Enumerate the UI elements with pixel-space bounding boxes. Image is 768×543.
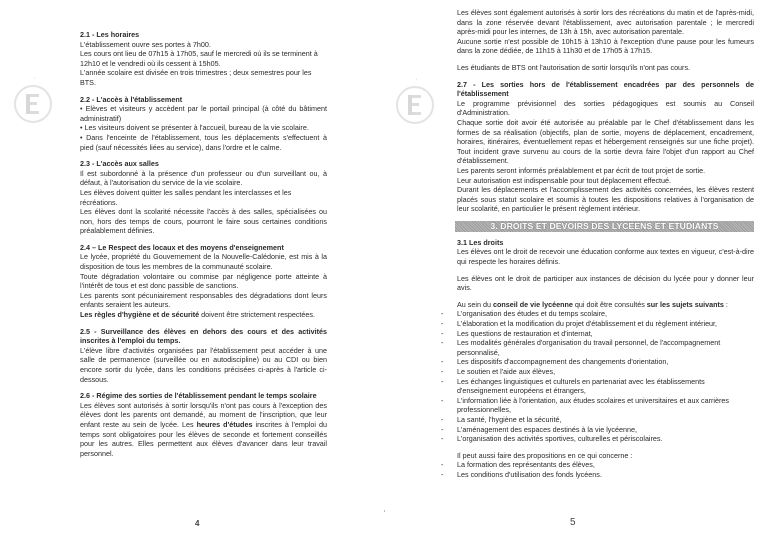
bullet-item: • Dans l'enceinte de l'établissement, tous les déplacements s'effectuent à pied (sauf nécessités liées au service), dans l'ordre et le calme. (80, 132, 327, 152)
paragraph: Leur autorisation est indispensable pour tout déplacement effectué. (457, 175, 672, 185)
left-page-content (80, 30, 327, 458)
education-emblem-icon: ' (14, 85, 52, 123)
list-item: - Les modalités générales d'organisation du travail personnel, de l'accompagnement personnalisé, (457, 338, 754, 357)
page-number: 4 (195, 519, 200, 528)
section-heading-2-4: 2.4 – Le Respect des locaux et des moyens d'enseignement (80, 242, 284, 252)
list-item: - Les dispositifs d'accompagnement des changements d'orientation, (457, 357, 754, 367)
bullet-item: • Elèves et visiteurs y accèdent par le portail principal (à côté du bâtiment administratif) (80, 104, 327, 123)
paragraph (457, 300, 754, 310)
paragraph: Les élèves sont également autorisés à sortir lors des récréations du matin et de l'après-midi, dans la zone réservée devant l'établissement, avec autorisation parentale ; le mercredi après-midi pour les internes, de 13h à 15h, avec autorisation parentale. (457, 8, 754, 37)
list-item: - Le soutien et l'aide aux élèves, (457, 367, 754, 377)
paragraph (80, 401, 327, 459)
consultation-topics-list (457, 309, 754, 443)
text: Au sein du (457, 299, 493, 309)
paragraph: Le lycée, propriété du Gouvernement de la Nouvelle-Calédonie, est mis à la disposition de tous les membres de la communauté scolaire. (80, 252, 327, 272)
bold-text: sur les sujets suivants (646, 299, 724, 309)
education-emblem-icon: ' (396, 86, 434, 124)
text: qui doit être consultés (572, 299, 647, 309)
section-heading-2-6: 2.6 - Régime des sorties de l'établissement pendant le temps scolaire (80, 391, 317, 401)
section-heading-2-5: 2.5 - Surveillance des élèves en dehors des cours et des activités inscrites à l'emploi du temps. (80, 326, 327, 346)
page-right (384, 0, 768, 543)
page-number: 5 (570, 517, 576, 528)
paragraph: L'établissement ouvre ses portes à 7h00. (80, 39, 211, 49)
chapter-banner: 3. DROITS ET DEVOIRS DES LYCEENS ET ETUDIANTS (455, 221, 754, 232)
bold-text: heures d'études (196, 419, 253, 429)
bullet-item: • Les visiteurs doivent se présenter à l'accueil, bureau de la vie scolaire. (80, 123, 309, 133)
section-heading-2-3: 2.3 - L'accès aux salles (80, 159, 159, 169)
paragraph: Il est subordonné à la présence d'un professeur ou d'un surveillant ou, à défaut, à l'autorisation du service de la vie scolaire. (80, 168, 327, 188)
list-item: - L'information liée à l'orientation, aux études scolaires et universitaires et aux carrières professionnelles, (457, 396, 754, 415)
text: Les élèves sont autorisés à sortir lorsqu'ils n'ont pas cours à l'exception des élèves dont les parents ont demandé, au moment de l'inscription, que leur enfant reste au sein de lycée. Les (80, 400, 327, 429)
paragraph: Durant les déplacements et l'accomplissement des activités concernées, les élèves restent placés sous statut scolaire et soumis à toutes les dispositions relatives à l'organisation de leur scolarité, en particulier le présent règlement intérieur. (457, 185, 754, 214)
section-heading-2-2: 2.2 - L'accès à l'établissement (80, 94, 183, 104)
paragraph: Les étudiants de BTS ont l'autorisation de sortir lorsqu'ils n'ont pas cours. (457, 62, 691, 72)
paragraph: L'année scolaire est divisée en trois trimestres ; deux semestres pour les BTS. (80, 68, 312, 87)
paragraph: Chaque sortie doit avoir été autorisée au préalable par le Chef d'établissement dans les formes de sa réalisation (objectifs, plan de sortie, moyens de déplacement, encadrement, horaires, itinéraires, éventuellement repas et hébergement renseignés sur une fiche projet). Tout incident grave survenu au cours de la sortie devra faire l'objet d'un rapport au Chef d'établissement. (457, 117, 754, 166)
list-item: - L'organisation des études et du temps scolaire, (457, 309, 754, 319)
text: : (723, 299, 728, 309)
paragraph: Les cours ont lieu de 07h15 à 17h05, sauf le mercredi où ils se terminent à 12h10 et le vendredi où ils cessent à 15h05. (80, 49, 318, 68)
bold-text: Les règles d'hygiène et de sécurité (80, 310, 200, 320)
text: doivent être strictement respectées. (199, 310, 316, 320)
proposals-list (457, 460, 754, 479)
list-item: - La formation des représentants des élèves, (457, 460, 754, 470)
paragraph: Les élèves doivent quitter les salles pendant les interclasses et les récréations. (80, 187, 292, 207)
paragraph: L'élève libre d'activités organisées par l'établissement peut accéder à une salle de permanence (surveillée ou en autodiscipline) ou au CDI ou bien encore sortir du lycée, dans les conditions précisées ci-après à l'article ci-dessous. (80, 345, 327, 384)
paragraph: Les élèves ont le droit de participer aux instances de décision du lycée pour y donner leur avis. (457, 273, 754, 293)
text: inscrites à l'emploi du temps sont obligatoires pour les élèves de seconde et fortement conseillés pour les autres. Elles permettent aux élèves d'avancer dans leur travail personnel. (80, 419, 327, 458)
section-heading-3-1: 3.1 Les droits (457, 237, 504, 247)
paragraph: Les parents sont pécuniairement responsables des dégradations dont leurs enfants seraient les auteurs. (80, 290, 327, 310)
bold-text: conseil de vie lycéenne (492, 299, 573, 309)
right-page-content (457, 8, 754, 480)
list-item: - La santé, l'hygiène et la sécurité, (457, 415, 754, 425)
list-item: - Les questions de restauration et d'internat, (457, 329, 754, 339)
paragraph (80, 310, 327, 320)
paragraph: Les élèves dont la scolarité nécessite l'accès à des salles, spécialisées ou non, hors des temps de cours, pourront le faire sous certaines conditions préalablement définies. (80, 207, 327, 236)
paragraph: Les élèves ont le droit de recevoir une éducation conforme aux textes en vigueur, c'est-à-dire qui respecte les horaires définis. (457, 247, 754, 267)
list-item: - L'organisation des activités sportives, culturelles et périscolaires. (457, 434, 754, 444)
list-item: - L'élaboration et la modification du projet d'établissement et du règlement intérieur, (457, 319, 754, 329)
paragraph: Le programme prévisionnel des sorties pédagogiques est soumis au Conseil d'Administration. (457, 98, 754, 118)
paragraph: Les parents seront informés préalablement et par écrit de tout projet de sortie. (457, 165, 706, 175)
list-item: - L'aménagement des espaces destinés à la vie lycéenne, (457, 425, 754, 435)
paragraph: Aucune sortie n'est possible de 10h15 à 13h10 à l'exception d'une pause pour les fumeurs dans la zone dédiée, de 11h15 à 11h30 et de 17h05 à 17h15. (457, 36, 754, 56)
section-heading-2-7: 2.7 - Les sorties hors de l'établissement encadrées par des personnels de l'établissement (457, 79, 754, 99)
paragraph: Il peut aussi faire des propositions en ce qui concerne : (457, 450, 633, 460)
list-item: - Les conditions d'utilisation des fonds lycéens. (457, 470, 754, 480)
list-item: - Les échanges linguistiques et culturels en partenariat avec les établissements d'enseignement européens et étrangers, (457, 377, 754, 396)
paragraph: Toute dégradation volontaire ou commise par négligence porte atteinte à l'intérêt de tous et est donc passible de sanctions. (80, 271, 327, 291)
section-heading-2-1: 2.1 - Les horaires (80, 30, 140, 39)
